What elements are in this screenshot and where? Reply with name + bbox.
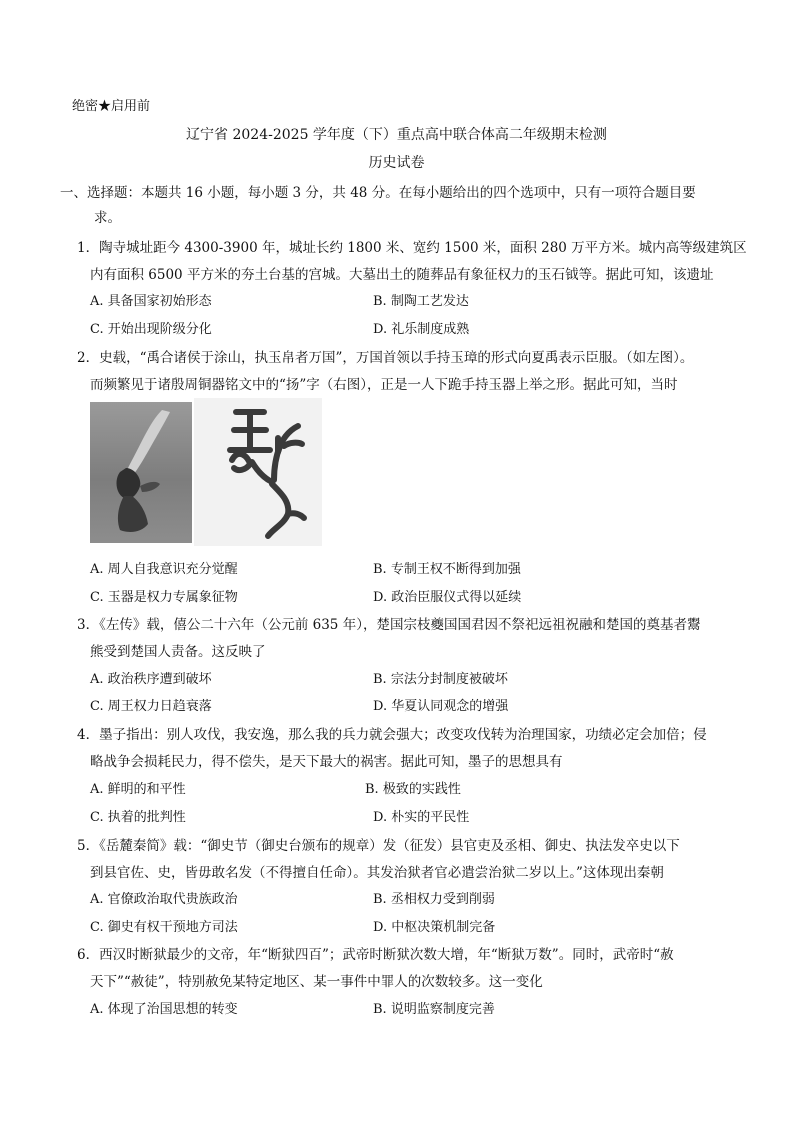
q3-option-d: D. 华夏认同观念的增强 <box>373 699 509 714</box>
q5-option-d: D. 中枢决策机制完备 <box>373 920 496 935</box>
q5-option-b: B. 丞相权力受到削弱 <box>373 892 495 907</box>
q6-stem-line2: 天下”“赦徒”，特别赦免某特定地区、某一事件中罪人的次数较多。这一变化 <box>90 974 543 990</box>
q3-stem-line2: 熊受到楚国人责备。这反映了 <box>90 644 266 660</box>
q2-stem-line1: 2．史载，“禹合诸侯于涂山，执玉帛者万国”，万国首领以手持玉璋的形式向夏禹表示臣服。（如左图）。 <box>77 350 694 366</box>
q5-stem-line2: 到县官佐、史，皆毋敢名发（不得擅自任命）。其发治狱者官必遣尝治狱二岁以上。”这体现出秦朝 <box>90 865 664 881</box>
q4-stem-line2: 略战争会损耗民力，得不偿失，是天下最大的祸害。据此可知，墨子的思想具有 <box>90 754 563 770</box>
q4-option-d: D. 朴实的平民性 <box>373 810 470 825</box>
q2-option-a: A. 周人自我意识充分觉醒 <box>90 562 238 577</box>
q5-option-c: C. 御史有权干预地方司法 <box>90 920 238 935</box>
q5-option-a: A. 官僚政治取代贵族政治 <box>90 892 238 907</box>
q4-stem-line1: 4．墨子指出：别人攻伐，我安逸，那么我的兵力就会强大；改变攻伐转为治理国家，功绩必定会加倍；侵 <box>77 727 707 743</box>
section-instruction-cont: 求。 <box>94 210 121 226</box>
q3-option-c: C. 周王权力日趋衰落 <box>90 699 212 714</box>
q4-option-a: A. 鲜明的和平性 <box>90 782 186 797</box>
q1-option-c: C. 开始出现阶级分化 <box>90 322 212 337</box>
yang-character-glyph <box>194 398 322 546</box>
q1-option-a: A. 具备国家初始形态 <box>90 294 212 309</box>
q2-option-d: D. 政治臣服仪式得以延续 <box>373 590 522 605</box>
q5-stem-line1: 5．《岳麓秦简》载：“御史节（御史台颁布的规章）发（征发）县官吏及丞相、御史、执法发卒史以下 <box>77 838 680 854</box>
q1-stem-line2: 内有面积 6500 平方米的夯土台基的宫城。大墓出土的随葬品有象征权力的玉石钺等。据此可知，该遗址 <box>90 267 714 283</box>
q2-option-c: C. 玉器是权力专属象征物 <box>90 590 238 605</box>
kneeling-figure-image <box>90 402 192 543</box>
q3-option-a: A. 政治秩序遭到破坏 <box>90 672 212 687</box>
q6-option-b: B. 说明监察制度完善 <box>373 1002 495 1017</box>
exam-subject: 历史试卷 <box>368 155 425 171</box>
q6-stem-line1: 6．西汉时断狱最少的文帝，年“断狱四百”；武帝时断狱次数大增，年“断狱万数”。同时，武帝时“赦 <box>77 947 674 963</box>
section-instruction: 一、选择题：本题共 16 小题，每小题 3 分，共 48 分。在每小题给出的四个选项中，只有一项符合题目要 <box>60 185 696 201</box>
q6-option-a: A. 体现了治国思想的转变 <box>90 1002 238 1017</box>
q1-option-b: B. 制陶工艺发达 <box>373 294 469 309</box>
yang-glyph-drawing <box>194 398 322 546</box>
q2-stem-line2: 而频繁见于诸殷周铜器铭文中的“扬”字（右图），正是一人下跪手持玉器上举之形。据此可知，当时 <box>90 377 678 393</box>
confidential-label: 绝密★启用前 <box>72 99 151 114</box>
q1-option-d: D. 礼乐制度成熟 <box>373 322 470 337</box>
q4-option-b: B. 极致的实践性 <box>365 782 461 797</box>
jade-figurine-photo <box>90 402 192 543</box>
q1-stem-line1: 1．陶寺城址距今 4300-3900 年，城址长约 1800 米、宽约 1500 米，面积 280 万平方米。城内高等级建筑区 <box>77 240 747 256</box>
q3-option-b: B. 宗法分封制度被破坏 <box>373 672 508 687</box>
q2-option-b: B. 专制王权不断得到加强 <box>373 562 521 577</box>
q4-option-c: C. 执着的批判性 <box>90 810 186 825</box>
exam-title: 辽宁省 2024-2025 学年度（下）重点高中联合体高二年级期末检测 <box>186 127 607 143</box>
q3-stem-line1: 3．《左传》载，僖公二十六年（公元前 635 年），楚国宗枝夔国国君因不祭祀远祖祝融和楚国的奠基者鬻 <box>77 617 701 633</box>
